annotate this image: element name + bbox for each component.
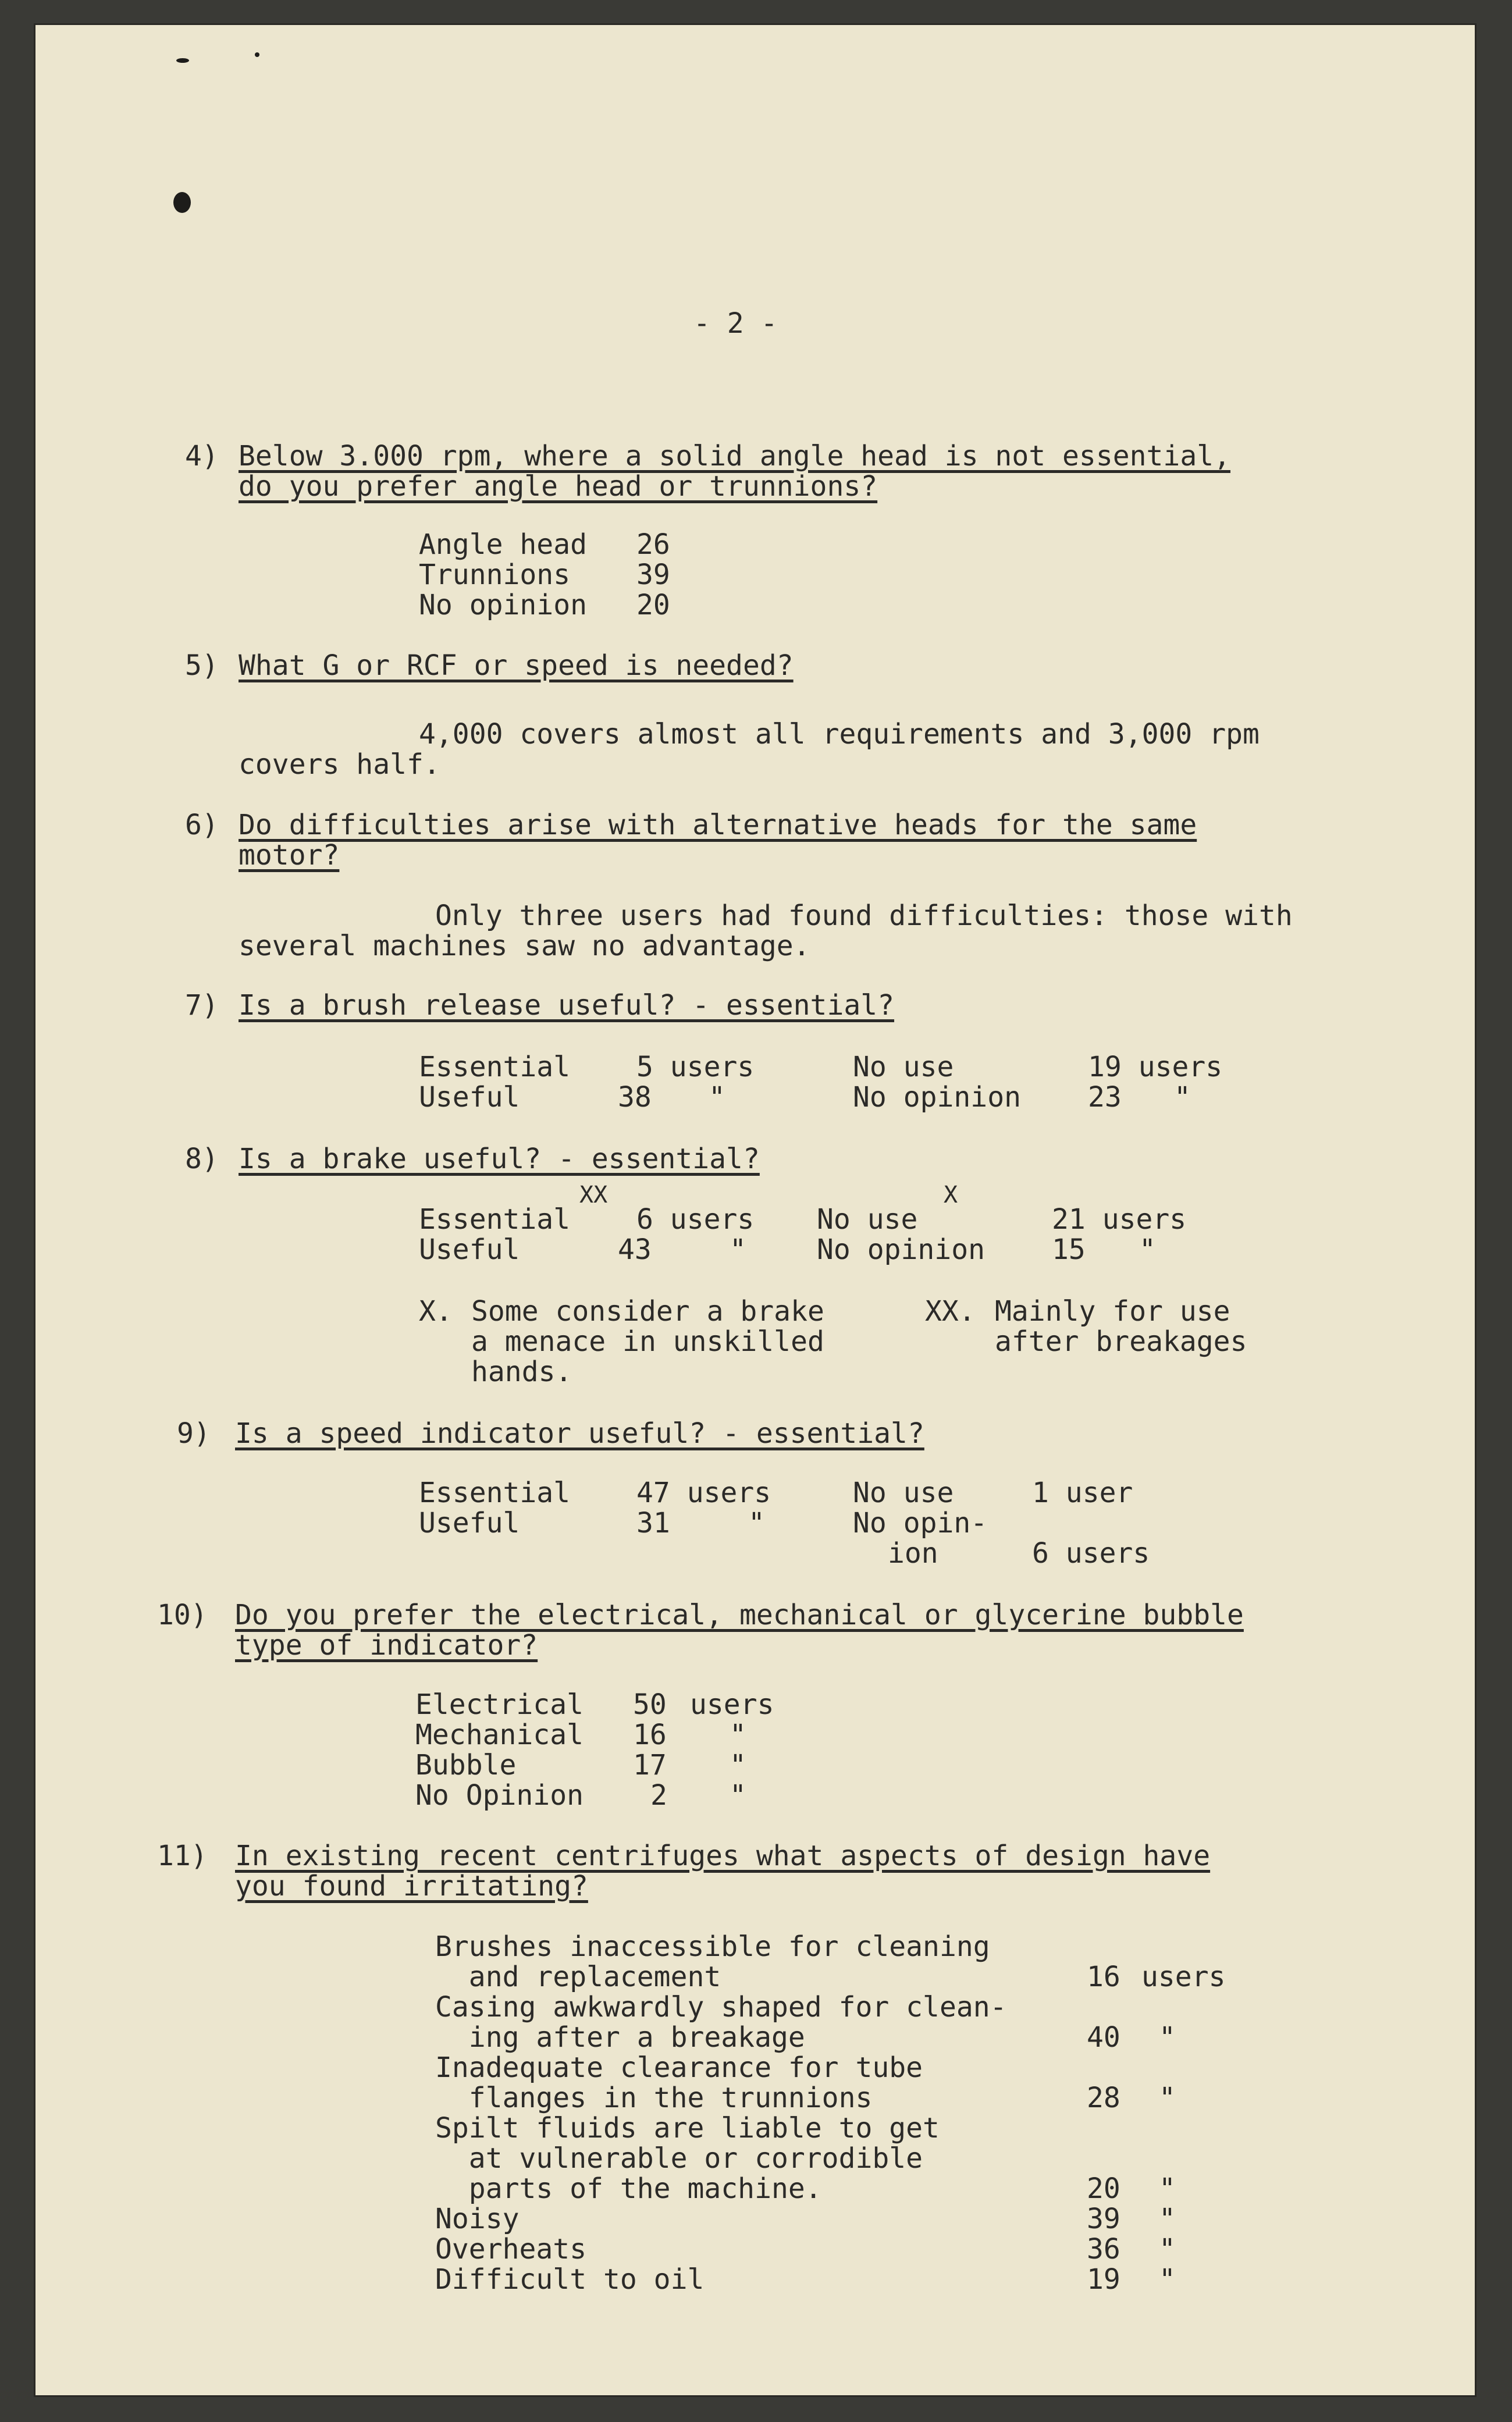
answer-label: No opin- [853, 1507, 988, 1539]
answer-value: 40 [1087, 2021, 1120, 2054]
list-item: at vulnerable or corrodible [435, 2142, 923, 2175]
answer-value: 2 [650, 1779, 667, 1812]
answer-label: No Opinion [415, 1779, 584, 1812]
answer-value: 50 [633, 1688, 667, 1721]
list-item: flanges in the trunnions [435, 2082, 873, 2114]
answer-label: No opinion [853, 1081, 1021, 1114]
answer-value: 20 [1087, 2172, 1120, 2205]
list-item: ing after a breakage [435, 2021, 805, 2054]
footnote-text: Mainly for use [995, 1295, 1230, 1328]
question-text: What G or RCF or speed is needed? [239, 649, 794, 682]
footnote-marker: X. [419, 1295, 453, 1328]
footnote-marker: XX. [925, 1295, 976, 1328]
list-item: parts of the machine. [435, 2172, 822, 2205]
answer-value: 36 [1087, 2233, 1120, 2265]
answer-unit: users [1141, 1961, 1226, 1993]
question-number: 7) [185, 989, 219, 1022]
ditto-mark: " [748, 1507, 765, 1539]
answer-label: No use [853, 1477, 954, 1509]
answer-label: Useful [419, 1233, 520, 1266]
question-text: Below 3.000 rpm, where a solid angle head is not essential, [239, 440, 1231, 472]
question-text: motor? [239, 839, 340, 872]
answer-value: 6 users [636, 1203, 755, 1236]
answer-label: Angle head [419, 528, 587, 561]
ditto-mark: " [1159, 2233, 1176, 2265]
answer-label: Electrical [415, 1688, 584, 1721]
ditto-mark: " [730, 1749, 746, 1781]
answer-value: 47 users [636, 1477, 771, 1509]
list-item: Brushes inaccessible for cleaning [435, 1930, 990, 1963]
list-item: Overheats [435, 2233, 587, 2265]
question-text: Is a brush release useful? - essential? [239, 989, 895, 1022]
answer-value: 1 user [1032, 1477, 1133, 1509]
question-number: 8) [185, 1143, 219, 1175]
answer-value: 39 [1087, 2203, 1120, 2235]
list-item: and replacement [435, 1961, 721, 1993]
answer-label: Essential [419, 1051, 571, 1083]
question-text: do you prefer angle head or trunnions? [239, 470, 878, 503]
answer-value: 21 users [1052, 1203, 1187, 1236]
answer-text: covers half. [239, 748, 440, 781]
answer-label: Useful [419, 1507, 520, 1539]
question-number: 11) [157, 1840, 208, 1872]
answer-value: 19 [1087, 2263, 1120, 2296]
ditto-mark: " [730, 1779, 746, 1812]
footnote-text: Some consider a brake [471, 1295, 824, 1328]
footnote-marker: X [944, 1182, 958, 1208]
ink-blot [173, 192, 191, 213]
answer-label: No use [853, 1051, 954, 1083]
question-number: 5) [185, 649, 219, 682]
footnote-text: hands. [471, 1356, 572, 1388]
footnote-text: a menace in unskilled [471, 1325, 824, 1358]
page-number: - 2 - [693, 307, 778, 340]
answer-value: 15 [1052, 1233, 1086, 1266]
answer-value: 17 [633, 1749, 667, 1781]
question-number: 10) [157, 1599, 208, 1631]
ditto-mark: " [1159, 2021, 1176, 2054]
answer-value: 23 [1088, 1081, 1122, 1114]
ditto-mark: " [730, 1719, 746, 1751]
question-text: Is a speed indicator useful? - essential? [235, 1417, 924, 1450]
answer-label: No opinion [419, 589, 587, 621]
answer-value: 43 [618, 1233, 652, 1266]
list-item: Difficult to oil [435, 2263, 705, 2296]
answer-value: 38 [618, 1081, 652, 1114]
answer-label: No opinion [817, 1233, 985, 1266]
question-text: you found irritating? [235, 1870, 588, 1902]
answer-label: Useful [419, 1081, 520, 1114]
ink-speck [255, 52, 259, 57]
ditto-mark: " [1159, 2172, 1176, 2205]
list-item: Casing awkwardly shaped for clean- [435, 1991, 1007, 2023]
footnote-marker: XX [579, 1182, 608, 1208]
question-number: 6) [185, 809, 219, 841]
ditto-mark: " [1174, 1081, 1191, 1114]
list-item: Spilt fluids are liable to get [435, 2112, 940, 2144]
ditto-mark: " [1159, 2263, 1176, 2296]
answer-label: Essential [419, 1203, 571, 1236]
answer-label: No use [817, 1203, 918, 1236]
answer-value: 6 users [1032, 1537, 1150, 1570]
ditto-mark: " [709, 1081, 725, 1114]
answer-value: 16 [1087, 1961, 1120, 1993]
answer-label: ion [888, 1537, 938, 1570]
answer-value: 26 [636, 528, 670, 561]
ditto-mark: " [1159, 2203, 1176, 2235]
answer-value: 31 [636, 1507, 670, 1539]
question-number: 9) [177, 1417, 211, 1450]
answer-text: Only three users had found difficulties: those with [435, 899, 1293, 932]
footnote-text: after breakages [995, 1325, 1247, 1358]
list-item: Inadequate clearance for tube [435, 2051, 923, 2084]
answer-value: 20 [636, 589, 670, 621]
question-text: type of indicator? [235, 1629, 538, 1662]
answer-label: Trunnions [419, 559, 571, 591]
answer-label: Mechanical [415, 1719, 584, 1751]
ink-speck [176, 58, 189, 63]
answer-text: several machines saw no advantage. [239, 930, 810, 962]
ditto-mark: " [730, 1233, 746, 1266]
ditto-mark: " [1159, 2082, 1176, 2114]
answer-label: Bubble [415, 1749, 517, 1781]
question-text: In existing recent centrifuges what aspects of design have [235, 1840, 1211, 1872]
list-item: Noisy [435, 2203, 520, 2235]
question-number: 4) [185, 440, 219, 472]
answer-label: Essential [419, 1477, 571, 1509]
answer-value: 39 [636, 559, 670, 591]
document-page [34, 23, 1477, 2397]
ditto-mark: " [1139, 1233, 1156, 1266]
question-text: Is a brake useful? - essential? [239, 1143, 760, 1175]
answer-unit: users [690, 1688, 774, 1721]
question-text: Do you prefer the electrical, mechanical or glycerine bubble [235, 1599, 1244, 1631]
answer-text: 4,000 covers almost all requirements and 3,000 rpm [419, 718, 1260, 751]
answer-value: 5 users [636, 1051, 755, 1083]
answer-value: 28 [1087, 2082, 1120, 2114]
answer-value: 19 users [1088, 1051, 1223, 1083]
answer-value: 16 [633, 1719, 667, 1751]
question-text: Do difficulties arise with alternative heads for the same [239, 809, 1197, 841]
